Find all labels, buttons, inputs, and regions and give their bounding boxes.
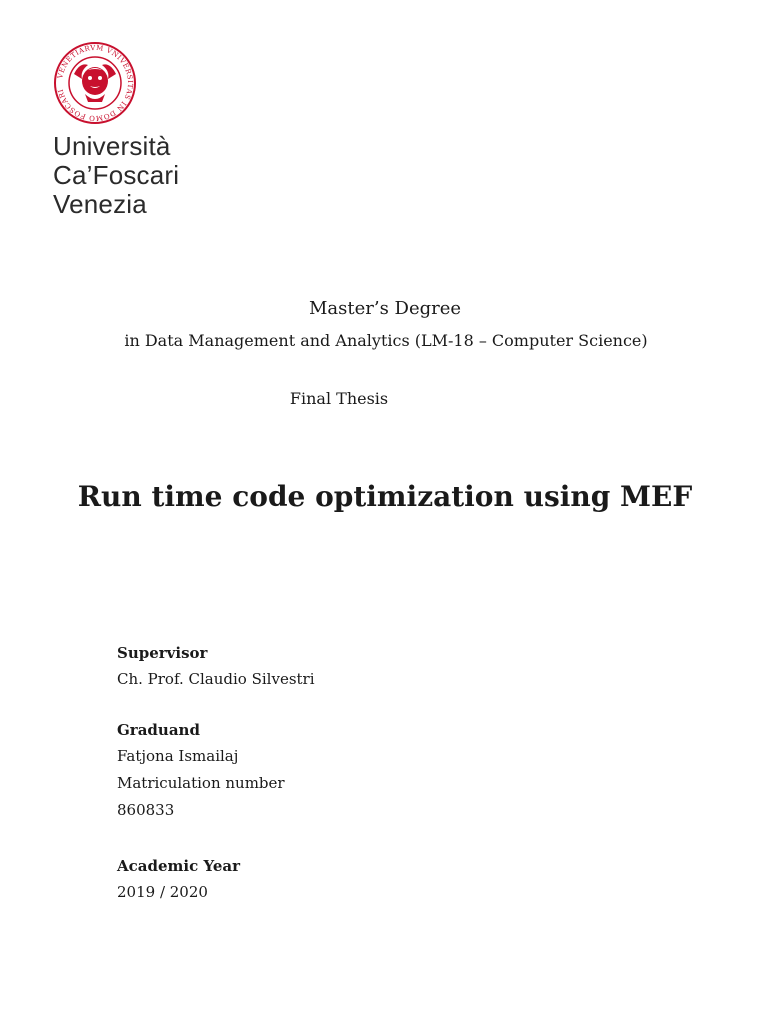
university-seal-logo	[52, 40, 138, 126]
university-name-line-3: Venezia	[53, 189, 147, 219]
university-name-line-2: Ca’Foscari	[53, 160, 180, 190]
academic-year-value: 2019 / 2020	[117, 883, 208, 901]
matriculation-label: Matriculation number	[117, 774, 285, 792]
degree-program: in Data Management and Analytics (LM-18 – Computer Science)	[124, 331, 648, 350]
seal-emblem-icon	[52, 40, 138, 126]
supervisor-label: Supervisor	[117, 644, 208, 662]
graduand-label: Graduand	[117, 721, 200, 739]
graduand-section	[117, 717, 285, 824]
graduand-name: Fatjona Ismailaj	[117, 747, 239, 765]
university-name-line-1: Università	[53, 131, 171, 161]
thesis-type: Final Thesis	[289, 389, 389, 408]
academic-year-section	[117, 853, 240, 906]
academic-year-label: Academic Year	[117, 857, 241, 875]
supervisor-section	[117, 640, 315, 693]
svg-text:VENETIARVM VNIVERSITAS IN DOMO: VENETIARVM VNIVERSITAS IN DOMO FOSCARI	[56, 43, 135, 123]
matriculation-number: 860833	[117, 801, 175, 819]
thesis-title: Run time code optimization using MEF	[77, 480, 693, 513]
degree-title: Master’s Degree	[308, 298, 462, 319]
university-name	[53, 132, 179, 219]
supervisor-name: Ch. Prof. Claudio Silvestri	[117, 670, 315, 688]
